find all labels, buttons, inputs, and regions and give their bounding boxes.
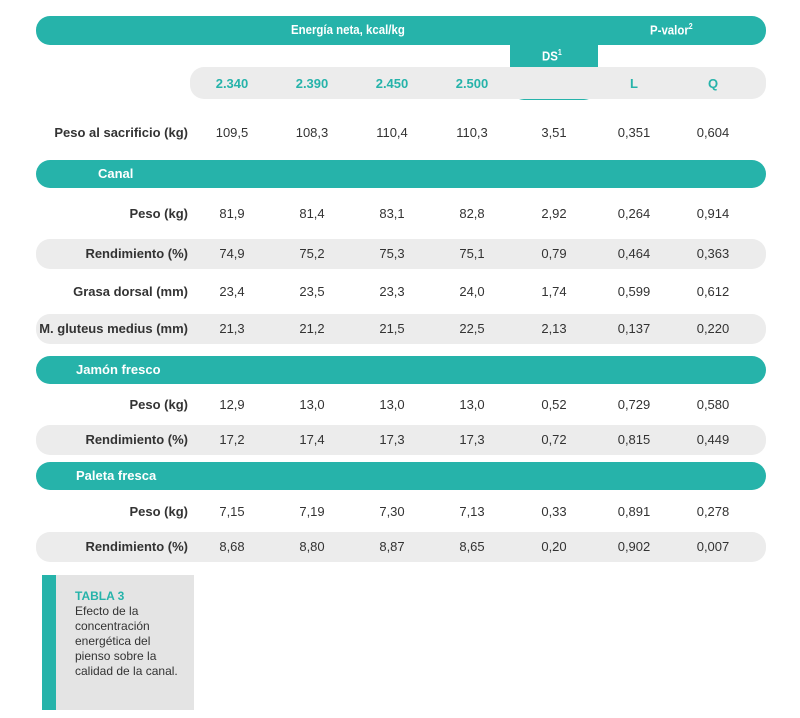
cell: 83,1	[379, 206, 405, 221]
cell: 13,0	[379, 397, 405, 412]
energy-header: Energía neta, kcal/kg	[291, 22, 405, 37]
cell: 0,264	[617, 206, 651, 221]
ds-sup: 1	[557, 48, 562, 57]
cell: 109,5	[215, 125, 249, 140]
cell: 13,0	[299, 397, 325, 412]
ds-label: DS	[542, 48, 558, 64]
cell: 0,363	[696, 246, 730, 261]
col-2500: 2.500	[455, 76, 489, 91]
col-2340: 2.340	[215, 76, 249, 91]
cell: 22,5	[459, 321, 485, 336]
cell: 17,3	[459, 432, 485, 447]
cell: 0,580	[696, 397, 730, 412]
cell: 17,2	[219, 432, 245, 447]
cell: 8,68	[219, 539, 245, 554]
cell: 23,3	[379, 284, 405, 299]
cell: 24,0	[459, 284, 485, 299]
cell: 2,13	[541, 321, 567, 336]
cell: 75,1	[459, 246, 485, 261]
cell: 23,4	[219, 284, 245, 299]
cell: 81,4	[299, 206, 325, 221]
cell: 8,65	[459, 539, 485, 554]
cell: 0,20	[541, 539, 567, 554]
section-header-canal	[36, 160, 766, 188]
cell: 81,9	[219, 206, 245, 221]
cell: 7,13	[459, 504, 485, 519]
row-label: Peso (kg)	[129, 397, 188, 412]
cell: 0,137	[617, 321, 651, 336]
cell: 0,612	[696, 284, 730, 299]
caption-title: TABLA 3	[75, 589, 125, 603]
section-title-canal: Canal	[98, 166, 134, 181]
cell: 7,30	[379, 504, 405, 519]
row-label: Peso (kg)	[129, 504, 188, 519]
row-label: Peso (kg)	[129, 206, 188, 221]
cell: 0,220	[696, 321, 730, 336]
cell: 110,3	[456, 125, 488, 140]
cell: 0,449	[696, 432, 730, 447]
cell: 7,15	[219, 504, 245, 519]
cell: 17,4	[299, 432, 325, 447]
col-q: Q	[707, 76, 719, 91]
cell: 0,72	[541, 432, 567, 447]
row-label: Grasa dorsal (mm)	[73, 284, 188, 299]
cell: 0,33	[541, 504, 567, 519]
cell: 3,51	[541, 125, 567, 140]
cell: 0,604	[696, 125, 730, 140]
cell: 75,3	[379, 246, 405, 261]
row-label: Rendimiento (%)	[85, 246, 188, 261]
cell: 21,5	[379, 321, 405, 336]
row-label: Rendimiento (%)	[85, 539, 188, 554]
row-label: Peso al sacrificio (kg)	[54, 125, 188, 140]
cell: 17,3	[379, 432, 405, 447]
row-label: Rendimiento (%)	[85, 432, 188, 447]
pvalue-sup: 2	[688, 22, 693, 31]
cell: 0,891	[617, 504, 651, 519]
cell: 110,4	[376, 125, 408, 140]
cell: 0,351	[617, 125, 651, 140]
cell: 0,007	[696, 539, 730, 554]
col-l: L	[630, 76, 638, 91]
col-2390: 2.390	[295, 76, 329, 91]
cell: 13,0	[459, 397, 485, 412]
cell: 2,92	[541, 206, 567, 221]
col-2450: 2.450	[375, 76, 409, 91]
cell: 82,8	[459, 206, 485, 221]
cell: 74,9	[219, 246, 245, 261]
cell: 0,902	[617, 539, 651, 554]
cell: 8,87	[379, 539, 405, 554]
cell: 23,5	[299, 284, 325, 299]
cell: 21,3	[219, 321, 245, 336]
pvalue-label: P-valor	[650, 22, 689, 38]
cell: 0,815	[617, 432, 651, 447]
caption-accent-strip	[42, 575, 56, 710]
cell: 0,464	[617, 246, 651, 261]
cell: 0,599	[617, 284, 651, 299]
section-title-paleta: Paleta fresca	[76, 468, 157, 483]
cell: 0,52	[541, 397, 567, 412]
ds-header	[542, 48, 562, 63]
caption-body: Efecto de la concentración energética del pienso sobre la calidad de la canal.	[75, 604, 178, 678]
cell: 0,79	[541, 246, 567, 261]
cell: 1,74	[541, 284, 567, 299]
section-title-jamon: Jamón fresco	[76, 362, 161, 377]
cell: 12,9	[219, 397, 245, 412]
pvalue-header	[650, 22, 693, 37]
cell: 108,3	[295, 125, 329, 140]
cell: 8,80	[299, 539, 325, 554]
cell: 7,19	[299, 504, 325, 519]
cell: 0,278	[696, 504, 730, 519]
cell: 0,914	[696, 206, 730, 221]
cell: 0,729	[617, 397, 651, 412]
cell: 21,2	[299, 321, 325, 336]
cell: 75,2	[299, 246, 325, 261]
row-label: M. gluteus medius (mm)	[39, 321, 188, 336]
